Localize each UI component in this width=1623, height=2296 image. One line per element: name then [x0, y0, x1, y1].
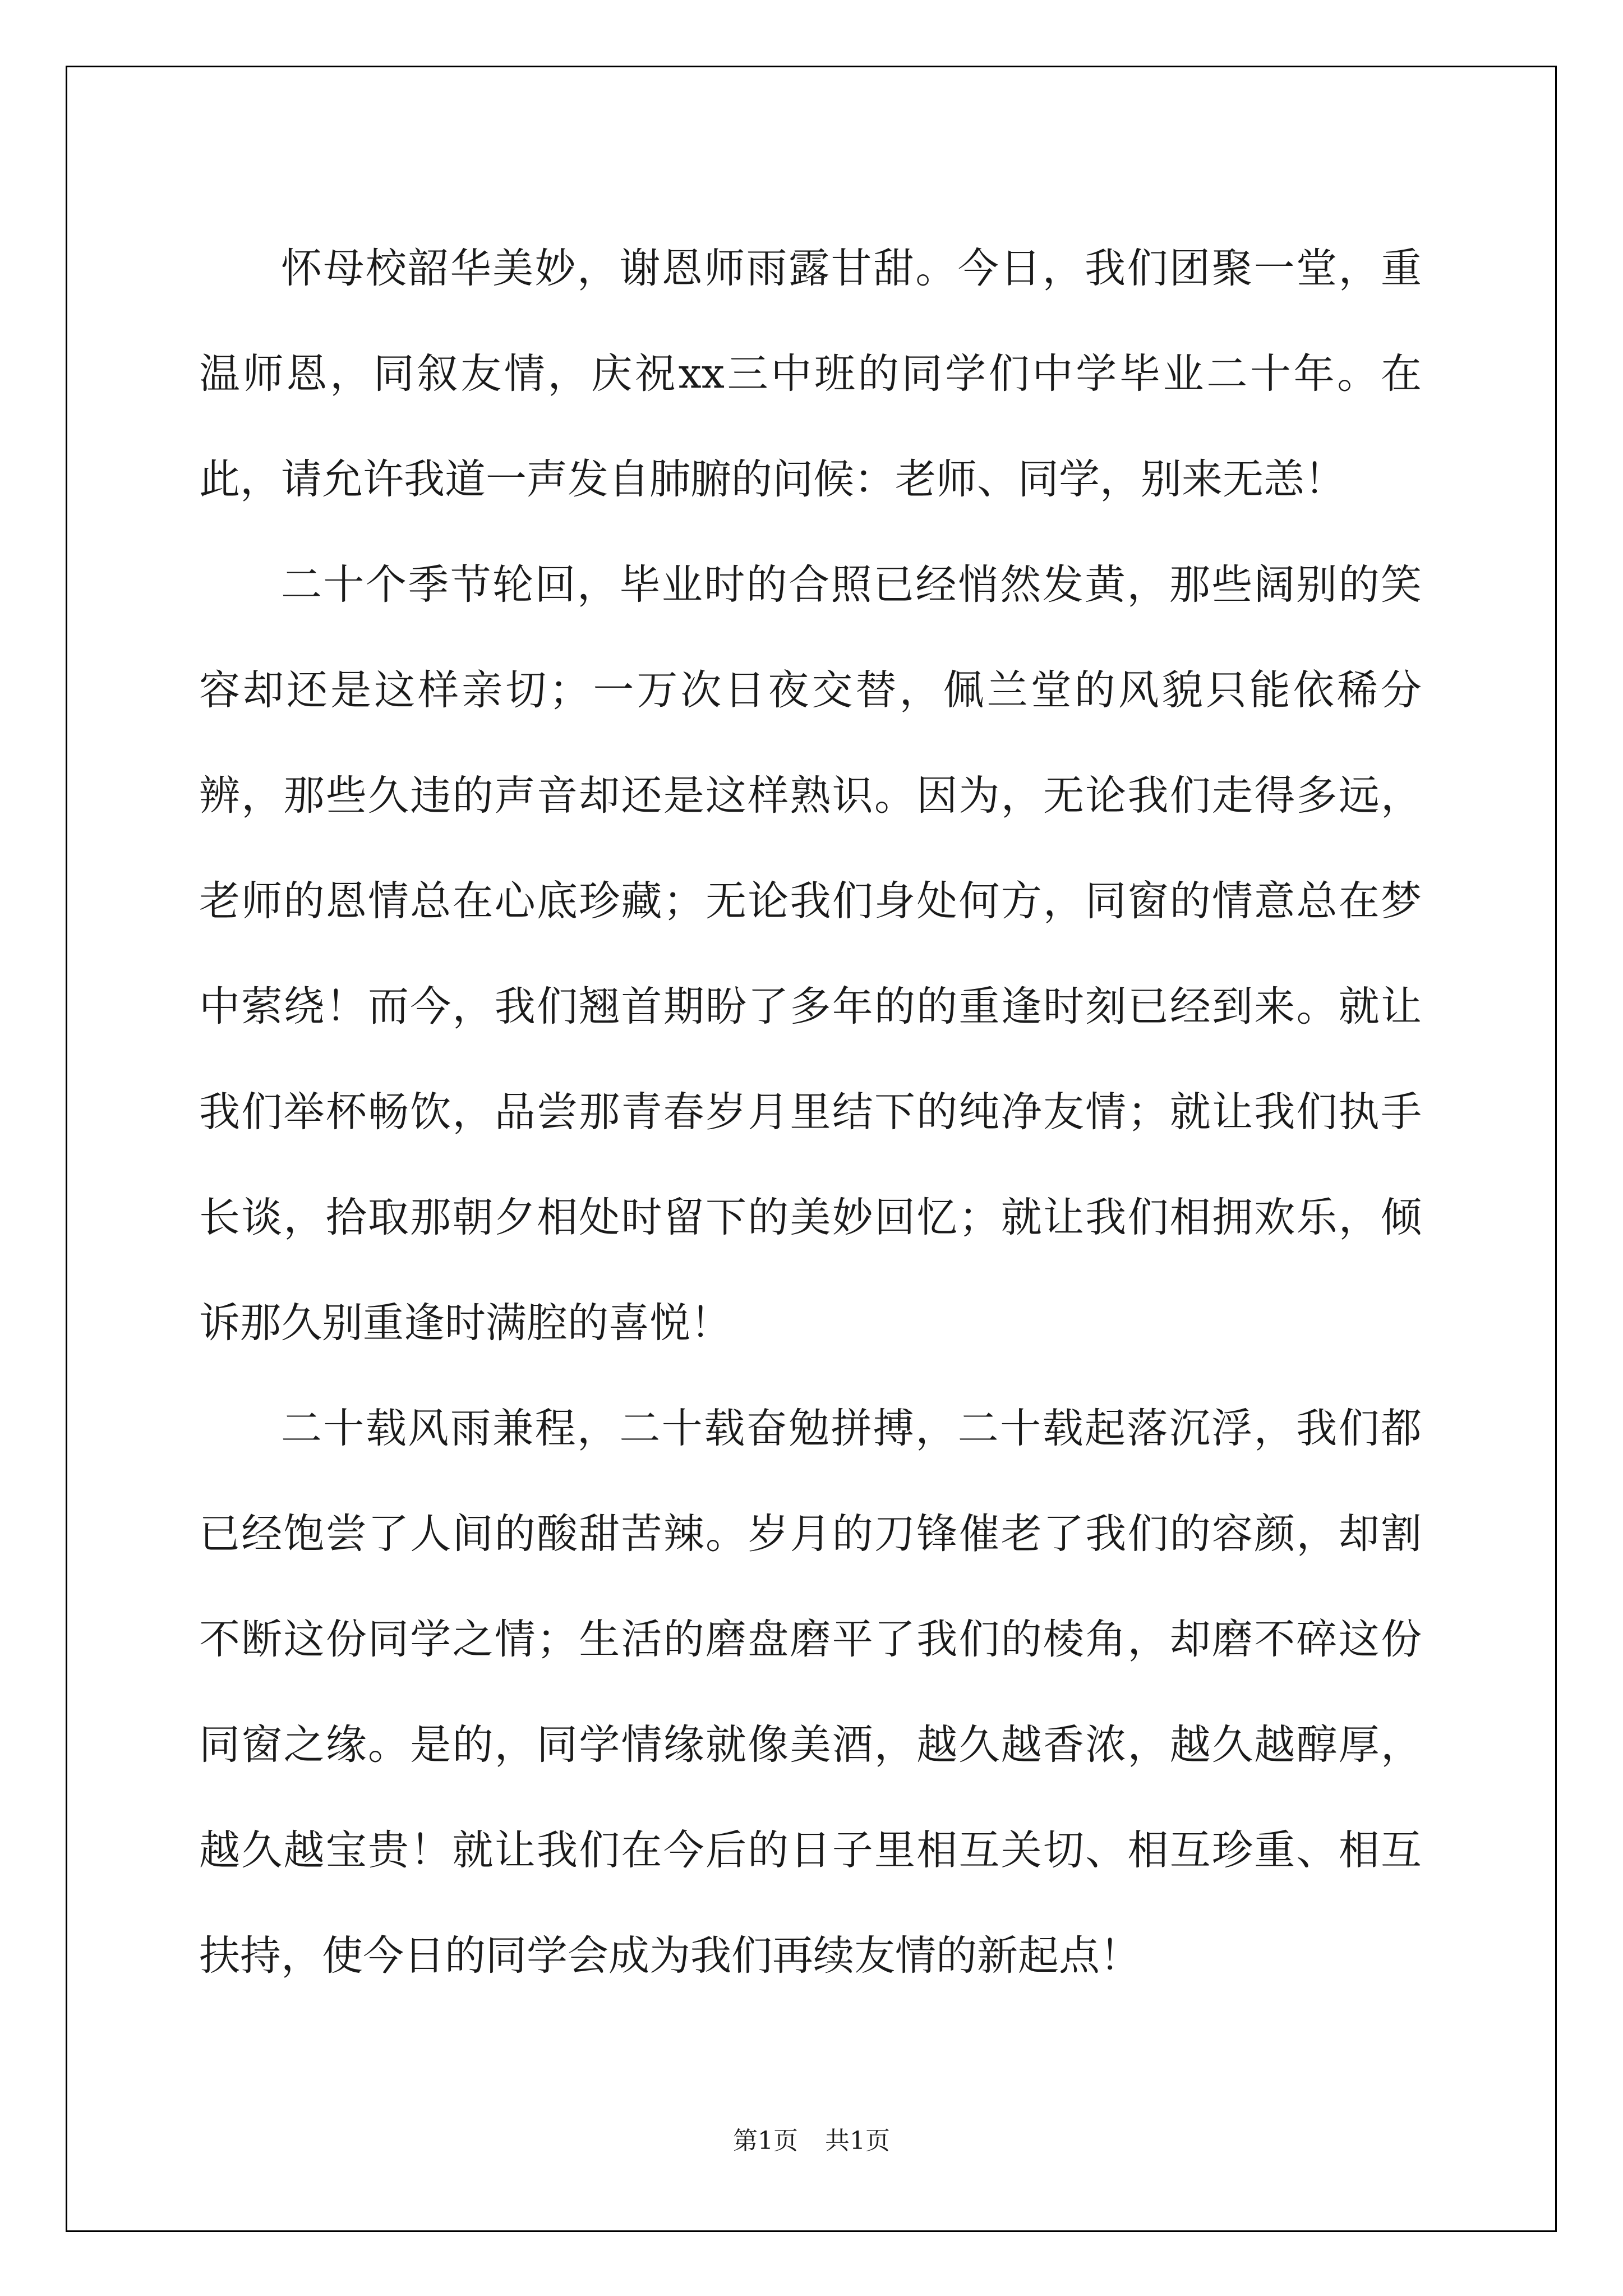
page-footer — [0, 2120, 1623, 2156]
paragraph-2: 二十个季节轮回，毕业时的合照已经悄然发黄，那些阔别的笑容却还是这样亲切；一万次日夜交替，佩兰堂的风貌只能依稀分辨，那些久违的声音却还是这样熟识。因为，无论我们走得多远，老师的恩情总在心底珍藏；无论我们身处何方，同窗的情意总在梦中萦绕！而今，我们翘首期盼了多年的的重逢时刻已经到来。就让我们举杯畅饮，品尝那青春岁月里结下的纯净友情；就让我们执手长谈，拾取那朝夕相处时留下的美妙回忆；就让我们相拥欢乐，倾诉那久别重逢时满腔的喜悦！ — [199, 561, 1422, 1347]
paragraph-1: 怀母校韶华美妙，谢恩师雨露甘甜。今日，我们团聚一堂，重温师恩，同叙友情，庆祝xx三中班的同学们中学毕业二十年。在此，请允许我道一声发自肺腑的问候：老师、同学，别来无恙！ — [199, 245, 1422, 503]
document-body — [199, 216, 1422, 2009]
page-number: 第1页 — [733, 2127, 798, 2155]
paragraph-3: 二十载风雨兼程，二十载奋勉拼搏，二十载起落沉浮，我们都已经饱尝了人间的酸甜苦辣。岁月的刀锋催老了我们的容颜，却割不断这份同学之情；生活的磨盘磨平了我们的棱角，却磨不碎这份同窗之缘。是的，同学情缘就像美酒，越久越香浓，越久越醇厚，越久越宝贵！就让我们在今后的日子里相互关切、相互珍重、相互扶持，使今日的同学会成为我们再续友情的新起点！ — [199, 1405, 1422, 1980]
page-total: 共1页 — [825, 2127, 890, 2155]
